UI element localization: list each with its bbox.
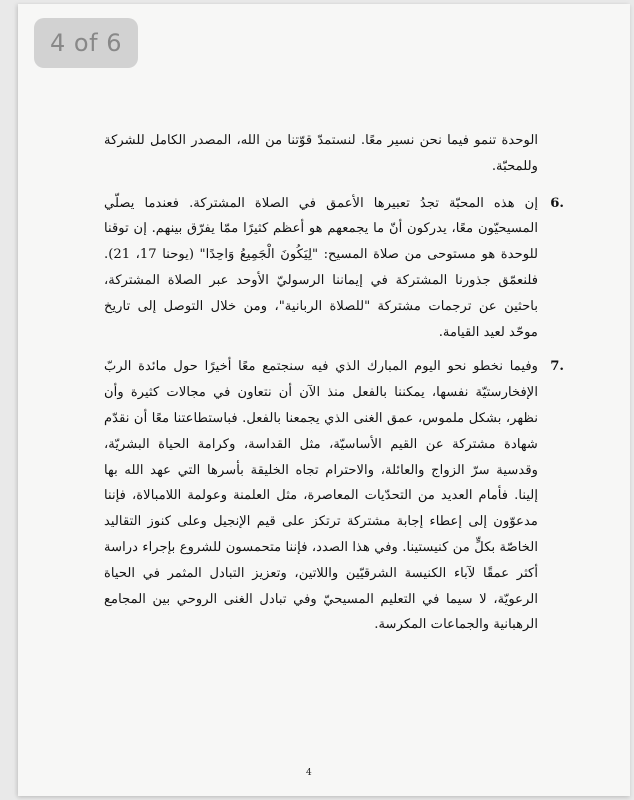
item-text: إن هذه المحبّة تجدُ تعبيرها الأعمق في الصلاة المشتركة. فعندما يصلّي المسيحيّون معًا، يدركون أنّ ما يجمعهم هو أعظم كثيرًا ممّا يفرّق بينهم. إن توقنا للوحدة هو مستوحى من صلاة المسيح: "لِيَكُونَ الْجَمِيعُ وَاحِدًا" (يوحنا 17، 21). فلنعمّق جذورنا المشتركة في إيماننا الرسوليّ الأوحد عبر الصلاة المشتركة، باحثين عن ترجمات مشتركة "للصلاة الربانية"، ومن خلال التوصل إلى تاريخ موحّد لعيد القيامة.	[104, 195, 538, 340]
page-indicator: 4 of 6	[34, 18, 138, 68]
numbered-item-6	[104, 191, 564, 346]
item-text: وفيما نخطو نحو اليوم المبارك الذي فيه سنجتمع معًا أخيرًا حول مائدة الربّ الإفخارستيّة نفسها، يمكننا بالفعل منذ الآن أن نتعاون في مجالات كثيرة وأن نظهر، بشكل ملموس، عمق الغنى الذي يجمعنا بالفعل. فباستطاعتنا معًا أن نقدّم شهادة مشتركة عن القيم الأساسيّة، مثل القداسة، وكرامة الحياة البشريّة، وقدسية سرّ الزواج والعائلة، والاحترام تجاه الخليقة بأسرها التي عهد الله بها إلينا. فأمام العديد من التحدّيات المعاصرة، مثل العلمنة وعولمة اللامبالاة، فإننا مدعوّون إلى إعطاء إجابة مشتركة ترتكز على قيم الإنجيل وعلى كنوز التقاليد الخاصّة بكلٍّ من كنيستينا. وفي هذا الصدد، فإننا متحمسون للشروع بإجراء دراسة أكثر عمقًا لآباء الكنيسة الشرقيّين واللاتين، وتعزيز التبادل المثمر في الحياة الرعويّة، لا سيما في التعليم المسيحيّ وفي تبادل الغنى الروحي بين المجامع الرهبانية والجماعات المكرسة.	[104, 359, 538, 633]
item-number: 7.	[550, 359, 564, 375]
item-number: 6.	[550, 195, 564, 211]
document-body	[104, 128, 564, 638]
numbered-item-7	[104, 354, 564, 638]
paragraph-continuation: الوحدة تنمو فيما نحن نسير معًا. لنستمدّ قوّتنا من الله، المصدر الكامل للشركة وللمحبّة.	[104, 133, 538, 174]
page-number: 4	[306, 768, 312, 778]
